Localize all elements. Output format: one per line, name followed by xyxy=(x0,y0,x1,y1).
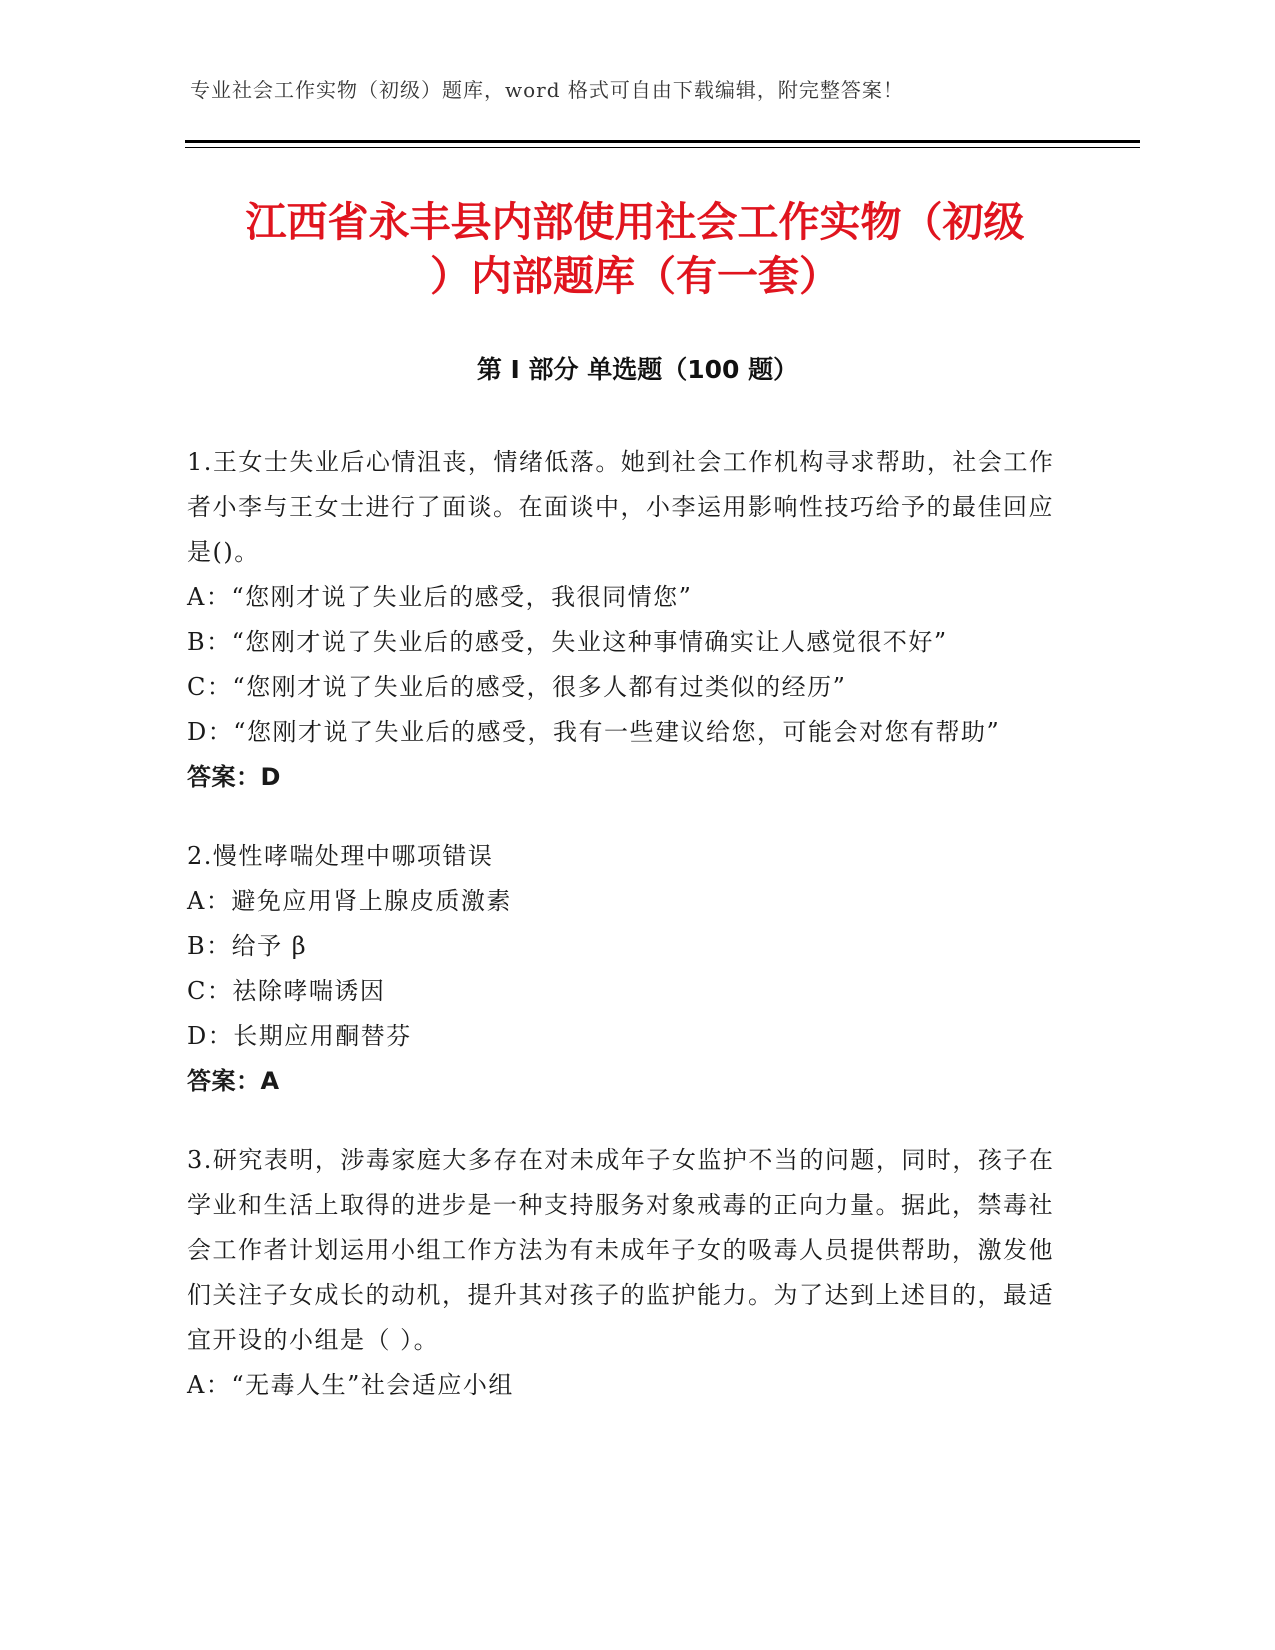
section-title: 第 I 部分 单选题（100 题） xyxy=(476,355,799,384)
question-2 xyxy=(187,834,1067,1104)
question-list xyxy=(187,440,1067,1442)
option-a: A：避免应用肾上腺皮质激素 xyxy=(187,887,512,915)
answer: 答案：D xyxy=(187,763,281,791)
answer: 答案：A xyxy=(187,1067,280,1095)
question-text: 1.王女士失业后心情沮丧，情绪低落。她到社会工作机构寻求帮助，社会工作者小李与王女士进行了面谈。在面谈中，小李运用影响性技巧给予的最佳回应是()。 xyxy=(187,448,1055,566)
option-d: D：“您刚才说了失业后的感受，我有一些建议给您，可能会对您有帮助” xyxy=(187,718,1001,746)
header-note: 专业社会工作实物（初级）题库，word 格式可自由下载编辑，附完整答案！ xyxy=(190,78,904,102)
title-line-2: ）内部题库（有一套） xyxy=(430,252,840,300)
option-b: B：给予 β xyxy=(187,932,308,960)
option-a: A：“您刚才说了失业后的感受，我很同情您” xyxy=(187,583,693,611)
header-rule-thin xyxy=(185,147,1140,148)
option-c: C：祛除哮喘诱因 xyxy=(187,977,386,1005)
question-text: 2.慢性哮喘处理中哪项错误 xyxy=(187,842,494,870)
document-title xyxy=(160,195,1110,303)
question-1 xyxy=(187,440,1067,800)
question-text: 3.研究表明，涉毒家庭大多存在对未成年子女监护不当的问题，同时，孩子在学业和生活上取得的进步是一种支持服务对象戒毒的正向力量。据此，禁毒社会工作者计划运用小组工作方法为有未成年子女的吸毒人员提供帮助，激发他们关注子女成长的动机，提升其对孩子的监护能力。为了达到上述目的，最适宜开设的小组是（ ）。 xyxy=(187,1146,1055,1354)
option-d: D：长期应用酮替芬 xyxy=(187,1022,412,1050)
title-line-1: 江西省永丰县内部使用社会工作实物（初级 xyxy=(245,198,1025,246)
question-3 xyxy=(187,1138,1067,1408)
option-b: B：“您刚才说了失业后的感受，失业这种事情确实让人感觉很不好” xyxy=(187,628,948,656)
header-rule-thick xyxy=(185,140,1140,143)
option-c: C：“您刚才说了失业后的感受，很多人都有过类似的经历” xyxy=(187,673,847,701)
option-a: A：“无毒人生”社会适应小组 xyxy=(187,1371,514,1399)
